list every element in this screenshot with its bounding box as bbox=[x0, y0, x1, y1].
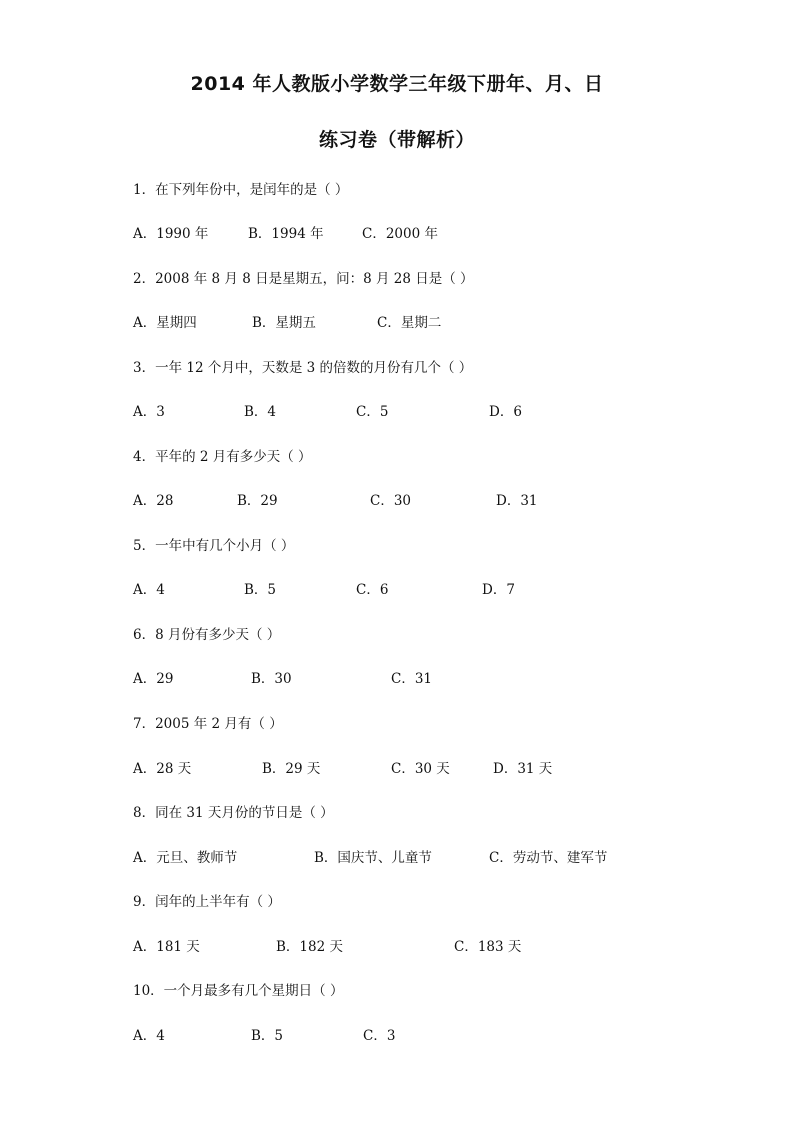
question-3-option-a: A．3 bbox=[133, 404, 165, 420]
question-1-option-b: B．1994 年 bbox=[248, 226, 324, 242]
question-3: 3．一年 12 个月中，天数是 3 的倍数的月份有几个（ ） bbox=[133, 360, 473, 376]
question-4-option-a: A．28 bbox=[133, 493, 174, 509]
question-10-option-b: B．5 bbox=[251, 1028, 284, 1044]
question-7-option-c: C．30 天 bbox=[391, 761, 450, 777]
question-7-option-b: B．29 天 bbox=[262, 761, 321, 777]
question-2: 2．2008 年 8 月 8 日是星期五，问：8 月 28 日是（ ） bbox=[133, 271, 474, 287]
question-6-option-a: A．29 bbox=[133, 671, 174, 687]
question-3-option-b: B．4 bbox=[244, 404, 277, 420]
document-title-line-2: 练习卷（带解析） bbox=[318, 129, 475, 151]
document-title-line-1: 2014 年人教版小学数学三年级下册年、月、日 bbox=[190, 73, 604, 95]
question-6-option-c: C．31 bbox=[391, 671, 433, 687]
question-4-option-d: D．31 bbox=[496, 493, 538, 509]
question-4-option-b: B．29 bbox=[237, 493, 278, 509]
question-10: 10．一个月最多有几个星期日（ ） bbox=[133, 983, 344, 999]
question-10-option-c: C．3 bbox=[363, 1028, 396, 1044]
question-6-option-b: B．30 bbox=[251, 671, 292, 687]
question-5-option-c: C．6 bbox=[356, 582, 389, 598]
question-1-option-a: A．1990 年 bbox=[133, 226, 209, 242]
question-2-option-c: C．星期二 bbox=[377, 315, 442, 331]
question-7-option-a: A．28 天 bbox=[133, 761, 192, 777]
question-5-option-a: A．4 bbox=[133, 582, 165, 598]
question-7: 7．2005 年 2 月有（ ） bbox=[133, 716, 283, 732]
question-10-option-a: A．4 bbox=[133, 1028, 165, 1044]
question-8: 8．同在 31 天月份的节日是（ ） bbox=[133, 805, 334, 821]
question-5-option-b: B．5 bbox=[244, 582, 277, 598]
question-2-option-a: A．星期四 bbox=[133, 315, 197, 331]
question-6: 6．8 月份有多少天（ ） bbox=[133, 627, 281, 643]
question-1: 1．在下列年份中，是闰年的是（ ） bbox=[133, 182, 349, 198]
question-3-option-d: D．6 bbox=[489, 404, 522, 420]
question-8-option-c: C．劳动节、建军节 bbox=[489, 850, 608, 866]
question-4: 4．平年的 2 月有多少天（ ） bbox=[133, 449, 312, 465]
question-4-option-c: C．30 bbox=[370, 493, 412, 509]
question-9: 9．闰年的上半年有（ ） bbox=[133, 894, 281, 910]
question-9-option-c: C．183 天 bbox=[454, 939, 522, 955]
question-1-option-c: C．2000 年 bbox=[362, 226, 438, 242]
question-3-option-c: C．5 bbox=[356, 404, 389, 420]
question-7-option-d: D．31 天 bbox=[493, 761, 553, 777]
question-8-option-a: A．元旦、教师节 bbox=[133, 850, 238, 866]
question-5-option-d: D．7 bbox=[482, 582, 515, 598]
question-9-option-b: B．182 天 bbox=[276, 939, 343, 955]
question-2-option-b: B．星期五 bbox=[252, 315, 316, 331]
question-9-option-a: A．181 天 bbox=[133, 939, 200, 955]
question-5: 5．一年中有几个小月（ ） bbox=[133, 538, 295, 554]
question-8-option-b: B．国庆节、儿童节 bbox=[314, 850, 432, 866]
